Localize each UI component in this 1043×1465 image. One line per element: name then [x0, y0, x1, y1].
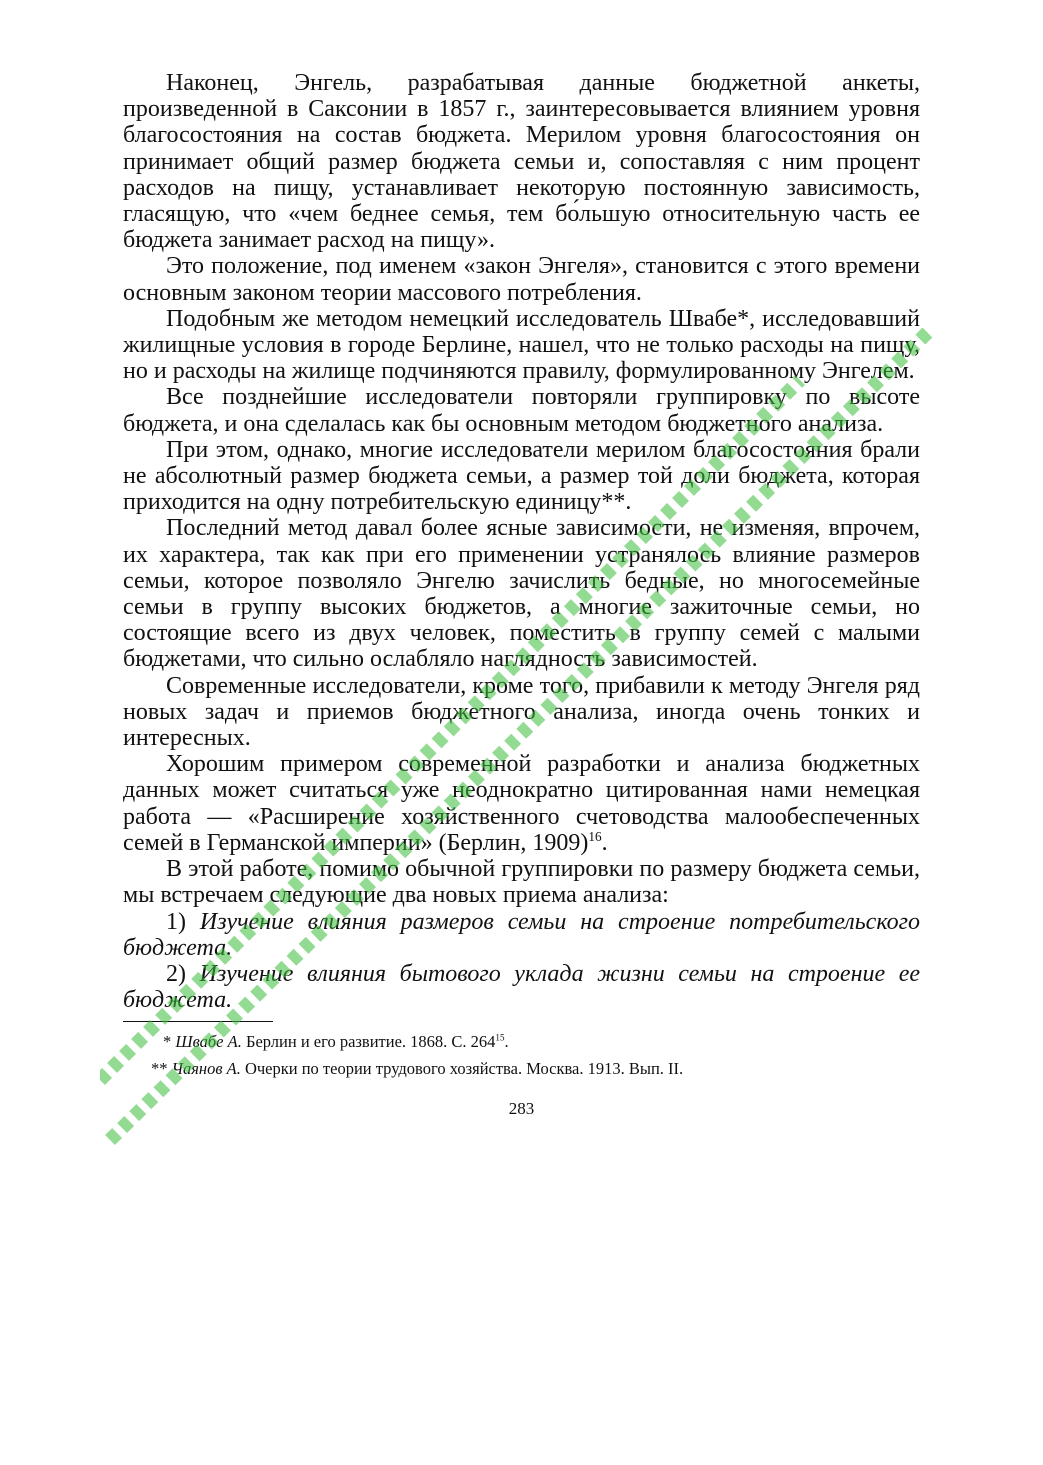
paragraph-with-reference: [123, 751, 920, 856]
list-item: [123, 909, 920, 961]
paragraph: Подобным же методом немецкий исследователь Швабе*, исследовавший жилищные условия в городе Берлине, нашел, что не только расходы на пищу, но и расходы на жилище подчиняются правилу, формулированному Энгелем.: [123, 305, 920, 385]
list-number: 1): [166, 908, 186, 935]
list-item: [123, 961, 920, 1013]
paragraph: Наконец, Энгель, разрабатывая данные бюджетной анкеты, произведенной в Саксонии в 1857 г., заинтересовывается влиянием уровня благосостояния на состав бюджета. Мерилом уровня благосостояния он принимает общий размер бюджета семьи и, сопоставляя с ним процент расходов на пищу, устанавливает некоторую постоянную зависимость, гласящую, что «чем беднее семья, тем бо́льшую относительную часть ее бюджета занимает расход на пищу».: [123, 70, 920, 254]
paragraph: Все позднейшие исследователи повторяли группировку по высоте бюджета, и она сделалась как бы основным методом бюджетного анализа.: [123, 384, 920, 437]
paragraph: Это положение, под именем «закон Энгеля», становится с этого времени основным законом теории массового потребления.: [123, 253, 920, 306]
paragraph: В этой работе, помимо обычной группировки по размеру бюджета семьи, мы встречаем следующие два новых приема анализа:: [123, 856, 920, 909]
paragraph: Современные исследователи, кроме того, прибавили к методу Энгеля ряд новых задач и приемов бюджетного анализа, иногда очень тонких и интересных.: [123, 672, 920, 752]
paragraph: Последний метод давал более ясные зависимости, не изменяя, впрочем, их характера, так как при его применении устранялось влияние размеров семьи, которое позволяло Энгелю зачислить бедные, но многосемейные семьи в группу высоких бюджетов, а многие зажиточные семьи, но состоящие всего из двух человек, поместить в группу семей с малыми бюджетами, что сильно ослабляло наглядность зависимостей.: [123, 515, 920, 673]
reference-number: 16: [588, 828, 602, 844]
footnote-text: Очерки по теории трудового хозяйства. Москва. 1913. Вып. II.: [244, 1059, 684, 1079]
paragraph-text: Хорошим примером современной разработки и анализа бюджетных данных может считаться уже неоднократно цитированная нами немецкая работа — «Расширение хозяйственного счетоводства малообеспеченных семей в Германской империи» (Берлин, 1909): [123, 751, 920, 856]
footnote-text: Берлин и его развитие. 1868. С. 264: [245, 1032, 496, 1052]
footnote-author: Швабе А.: [175, 1032, 242, 1052]
footnote-tail: .: [504, 1032, 509, 1052]
footnote-divider: [123, 1021, 273, 1022]
footnote: [123, 1028, 920, 1055]
footnote: [123, 1055, 920, 1082]
list-number: 2): [166, 960, 186, 987]
paragraph: При этом, однако, многие исследователи мерилом благосостояния брали не абсолютный размер бюджета семьи, а размер той доли бюджета, которая приходится на одну потребительскую единицу**.: [123, 436, 920, 516]
list-text: Изучение влияния размеров семьи на строение потребительского бюджета.: [123, 908, 920, 961]
footnote-mark: **: [151, 1059, 168, 1079]
page-body: [123, 70, 920, 1123]
footnote-reference: 15: [495, 1032, 505, 1043]
page-number: 283: [508, 1099, 535, 1119]
footnote-author: Чаянов А.: [171, 1059, 241, 1079]
list-text: Изучение влияния бытового уклада жизни семьи на строение ее бюджета.: [123, 960, 921, 1014]
footnote-mark: *: [163, 1032, 172, 1052]
paragraph-tail: .: [601, 829, 608, 856]
